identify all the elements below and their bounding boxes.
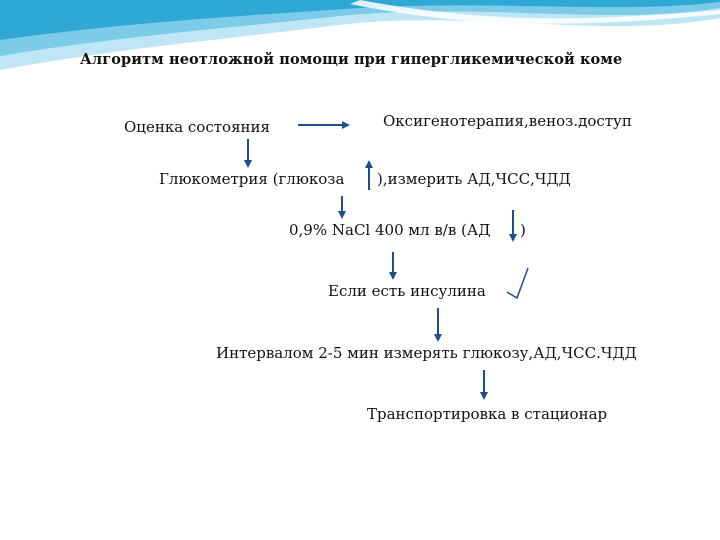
page-title: Алгоритм неотложной помощи при гипергликемической коме bbox=[80, 51, 623, 68]
node-assess: Оценка состояния bbox=[124, 118, 270, 136]
node-nacl: 0,9% NaCl 400 мл в/в (АД bbox=[289, 221, 491, 239]
node-insulin: Если есть инсулина bbox=[328, 282, 486, 300]
node-glucometry-measure: ),измерить АД,ЧСС,ЧДД bbox=[377, 170, 571, 188]
node-transport: Транспортировка в стационар bbox=[367, 405, 608, 423]
node-oxygen: Оксигенотерапия,веноз.доступ bbox=[383, 112, 632, 130]
node-glucometry: Глюкометрия (глюкоза bbox=[159, 170, 345, 188]
node-interval: Интервалом 2-5 мин измерять глюкозу,АД,ЧСС.ЧДД bbox=[216, 344, 637, 362]
node-nacl-close: ) bbox=[520, 221, 526, 239]
checkmark-icon bbox=[507, 268, 528, 298]
